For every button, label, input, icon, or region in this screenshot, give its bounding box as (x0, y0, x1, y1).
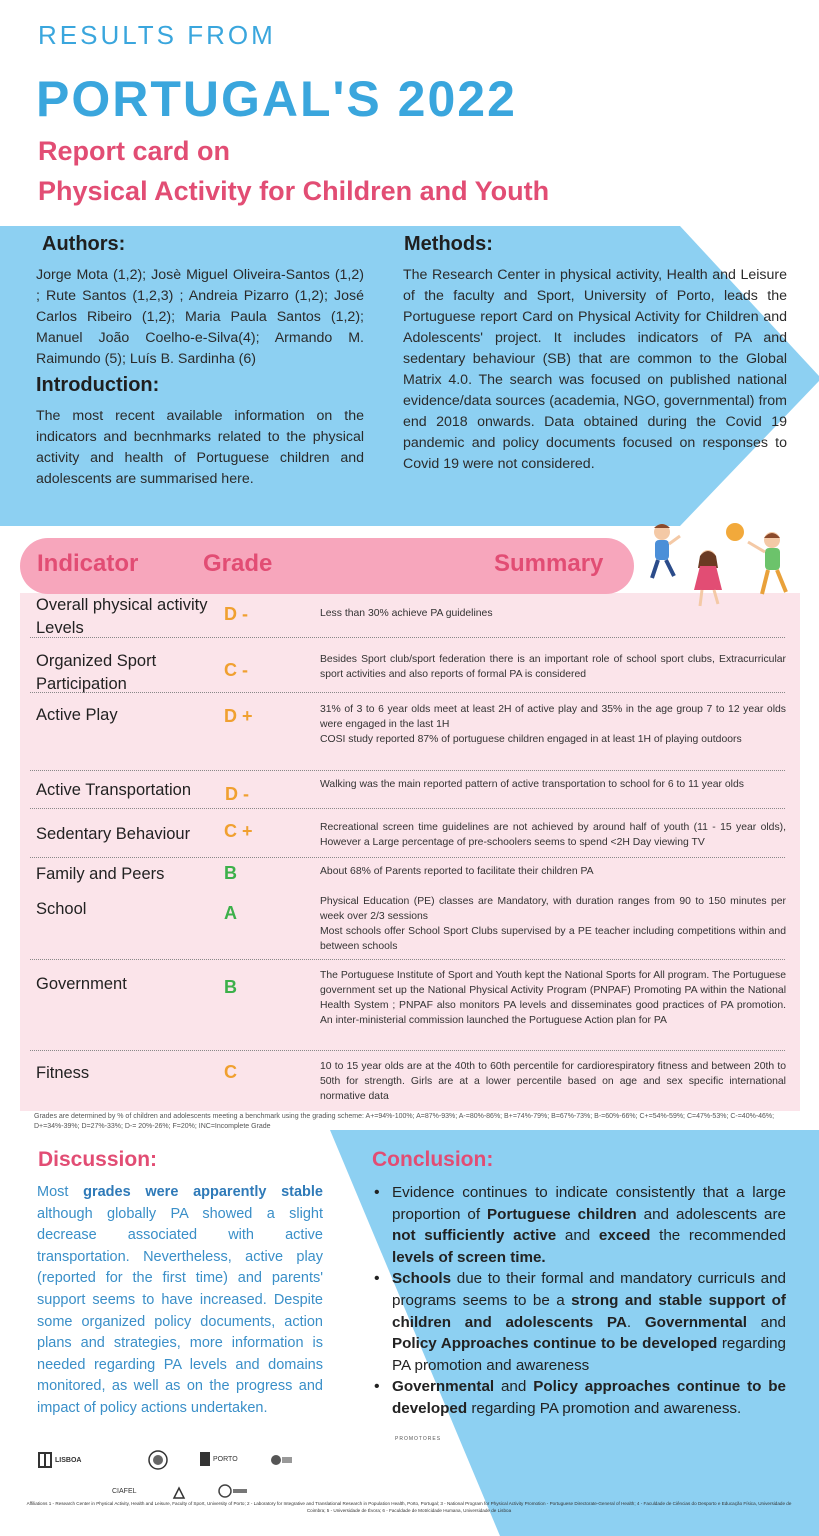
summary-cell: 10 to 15 year olds are at the 40th to 60th percentile for cardiorespiratory fitness and between 20th to 50th for strength. Girls are at a lower percentile based on age and sex specific international normative data (320, 1061, 786, 1102)
logo-text-porto: PORTO (213, 1455, 238, 1463)
summary-line: 31% of 3 to 6 year olds meet at least 2H of active play and 35% in the age group 7 to 12 year olds were engaged in the last 1H (320, 704, 786, 730)
promoters-label: PROMOTORES (395, 1436, 442, 1442)
conclusion-bold: Portuguese children (487, 1205, 637, 1223)
logo-gradient (218, 1484, 248, 1498)
grade-cell: C - (224, 660, 248, 680)
lisboa-emblem-icon (38, 1452, 52, 1468)
summary-line: COSI study reported 87% of portuguese children engaged in at least 1H of playing outdoors (320, 734, 742, 745)
discussion-heading: Discussion: (38, 1148, 158, 1171)
conclusion-bold: exceed (598, 1227, 651, 1245)
research-center-icon (270, 1454, 292, 1466)
logo-text-lisboa: LISBOA (55, 1456, 82, 1464)
conclusion-bold: levels of screen time. (392, 1248, 546, 1266)
table-row (30, 1056, 785, 1106)
conclusion-item (372, 1268, 786, 1376)
subtitle-line-1: Report card on (38, 136, 231, 166)
conclusion-text: regarding PA promotion and awareness (392, 1335, 787, 1374)
conclusion-bold: Governmental (392, 1378, 495, 1396)
conclusion-bold: Governmental (644, 1313, 747, 1331)
conclusion-bold: Policy approaches continue to be developed (392, 1378, 786, 1417)
table-row (30, 894, 785, 960)
summary-line: Physical Education (PE) classes are Mandatory, with duration ranges from 90 to 150 minutes per week over 2/3 sessions (320, 896, 786, 922)
grade-cell: B (224, 863, 237, 883)
header-summary: Summary (494, 550, 604, 577)
conclusion-heading: Conclusion: (372, 1148, 494, 1171)
conclusion-text: regarding PA promotion and awareness. (467, 1399, 742, 1417)
conclusion-text: and (556, 1227, 599, 1245)
logo-ciafel (112, 1488, 137, 1495)
logo-seal (148, 1450, 168, 1470)
methods-text: The Research Center in physical activity, Health and Leisure of the faculty and Sport, University of Porto, leads the Portuguese report Card on Physical Activity for Children and Adolescents' project. It includes indicators of PA and sedentary behaviour (SB) that are common to the Global Matrix 4.0. The search was focused on published national evidence/data sources (academia, NGO, governmental) from end 2018 onwards. Data obtained during the Covid 19 pandemic and policy documents focused on responses to Covid 19 were not considered. (403, 267, 787, 472)
grade-cell: A (224, 903, 237, 923)
conclusion-bold: strong and stable support of children and adolescents PA (392, 1291, 786, 1331)
table-row (30, 818, 785, 858)
indicator-cell: Sedentary Behaviour (36, 825, 191, 843)
conclusion-text: due to their formal and mandatory curricuIs and programs seems to be a (392, 1270, 786, 1309)
summary-cell: Less than 30% achieve PA guidelines (320, 608, 493, 619)
authors-text: Jorge Mota (1,2); Josè Miguel Oliveira-Santos (1,2) ; Rute Santos (1,2,3) ; Andreia Pizarro (1,2); José Carlos Ribeiro (1,2); Maria Paula Santos (1,2); Manuel João Coelho-e-Silva(4); Armando M. Raimundo (5); Luís B. Sardinha (6) (36, 267, 364, 367)
introduction-text: The most recent available information on the indicators and becnhmarks related to the physical activity and health of Portuguese children and adolescents are summarised here. (36, 408, 364, 487)
grading-scheme-note: Grades are determined by % of children and adolescents meeting a benchmark using the grading scheme: A+=94%-100%; A=87%-93%; A-=80%-86%; B+=74%-79%; B=67%-73%; B-=60%-66%; C+=54%-59%; C=47%-53%; C-=40%-46%; D+=34%-39%; D=27%-33%; D-= 20%-26%; F=20%; INC=Incomplete Grade (34, 1113, 775, 1130)
summary-cell: The Portuguese Institute of Sport and Youth kept the National Sports for All program. The Portuguese government set up the National Physical Activity Program (PNPAF) Promoting PA within the National Health System ; PNPAF also monitors PA levels and disseminates good practices of PA promotion. An inter-ministerial commission launched the Portuguese Action plan for PA (320, 970, 786, 1026)
grade-cell: B (224, 977, 237, 997)
conclusion-text: . (626, 1313, 645, 1331)
grade-cell: D - (225, 784, 249, 804)
summary-cell (320, 894, 786, 954)
methods-heading: Methods: (404, 233, 493, 255)
indicator-cell: Fitness (36, 1064, 90, 1082)
summary-cell (320, 702, 786, 747)
conclusion-item (372, 1182, 786, 1268)
discussion-text (37, 1182, 323, 1420)
affiliations-text: Affiliations 1 - Research Center in Physical Activity, Health and Leisure, Faculty of Sport, University of Porto; 2 - Laboratory for Integrative and Translational Research in Population Health, Porto, Portugal; 3 - National Program for Physical Activity Promotion - Portuguese Directorate-General of Health; 4 - Faculdade de Ciências do Desporto e Educação Física, Universidade de Coimbra; 5 - Universidade de Évora; 6 - Faculdade de Motricidade Humana, Universidade de Lisboa (26, 1501, 792, 1513)
table-row (30, 700, 785, 771)
logo-lisboa (38, 1452, 81, 1468)
seal-icon (148, 1450, 168, 1470)
grade-cell: D + (224, 706, 253, 726)
header-grade: Grade (203, 550, 273, 577)
logo-porto (200, 1452, 238, 1466)
logo-research-center (270, 1454, 292, 1466)
indicator-cell: Organized Sport Participation (36, 652, 157, 693)
authors-heading: Authors: (42, 233, 126, 255)
indicator-cell: Government (36, 975, 127, 993)
conclusion-text: and (746, 1313, 786, 1331)
title-results-from: RESULTS FROM (38, 20, 276, 50)
table-row (30, 648, 785, 693)
porto-emblem-icon (200, 1452, 210, 1466)
logo-emblem-small (172, 1486, 186, 1500)
discussion-bold-part: grades were apparently stable (83, 1184, 323, 1200)
indicator-cell: Active Play (36, 706, 118, 724)
table-row (30, 966, 785, 1051)
indicator-cell: Active Transportation (36, 781, 191, 799)
indicator-cell: School (36, 900, 87, 918)
discussion-text-part: although globally PA showed a slight decrease associated with active transportation. Nevertheless, active play (reported for the first time) and parents' support seems to have increased. Despite some organized policy documents, action plans and strategies, more information is needed regarding PA levels and domains monitored, as well as on the progress and impact of policy actions undertaken. (37, 1205, 323, 1416)
subtitle-line-2: Physical Activity for Children and Youth (38, 176, 550, 206)
summary-cell: Recreational screen time guidelines are not achieved by around half of youth (11 - 15 year olds), However a Large percentage of pre-schoolers seems to spend <2H Day viewing TV (320, 822, 786, 848)
conclusion-text: Evidence continues to indicate consistently that a large proportion of (392, 1184, 786, 1223)
summary-line: Most schools offer School Sport Clubs supervised by a PE teacher including competitions within and between schools (320, 926, 786, 952)
conclusion-list (372, 1182, 786, 1420)
introduction-heading: Introduction: (36, 374, 160, 396)
summary-cell: Walking was the main reported pattern of active transportation to school for 6 to 11 year olds (320, 779, 744, 790)
page-title: PORTUGAL'S 2022 (36, 71, 517, 127)
emblem-icon (172, 1486, 186, 1500)
summary-cell: About 68% of Parents reported to facilitate their children PA (320, 866, 594, 877)
conclusion-item (372, 1376, 786, 1419)
conclusion-bold: Schools (392, 1270, 452, 1288)
table-row (30, 594, 785, 638)
indicator-cell: Family and Peers (36, 865, 165, 883)
discussion-text-part: Most (37, 1184, 84, 1200)
table-row (30, 776, 785, 809)
grade-cell: C + (224, 821, 253, 841)
conclusion-text: and adolescents are (636, 1205, 786, 1223)
grade-cell: D - (224, 604, 248, 624)
conclusion-text: and (494, 1378, 534, 1396)
logo-text-ciafel: CIAFEL (112, 1488, 137, 1495)
indicator-cell: Overall physical activity Levels (36, 596, 208, 637)
grade-cell: C (224, 1062, 237, 1082)
conclusion-bold: Policy Approaches continue to be developed (392, 1335, 718, 1353)
conclusion-bold: not sufficiently active (392, 1227, 557, 1245)
header-indicator: Indicator (37, 550, 139, 577)
summary-cell: Besides Sport club/sport federation there is an important role of school sport clubs, Extracurricular sport activities and also reports of formal PA is considered (320, 654, 786, 680)
conclusion-text: the recommended (650, 1227, 786, 1245)
table-row (30, 862, 785, 894)
gradient-logo-icon (218, 1484, 248, 1498)
